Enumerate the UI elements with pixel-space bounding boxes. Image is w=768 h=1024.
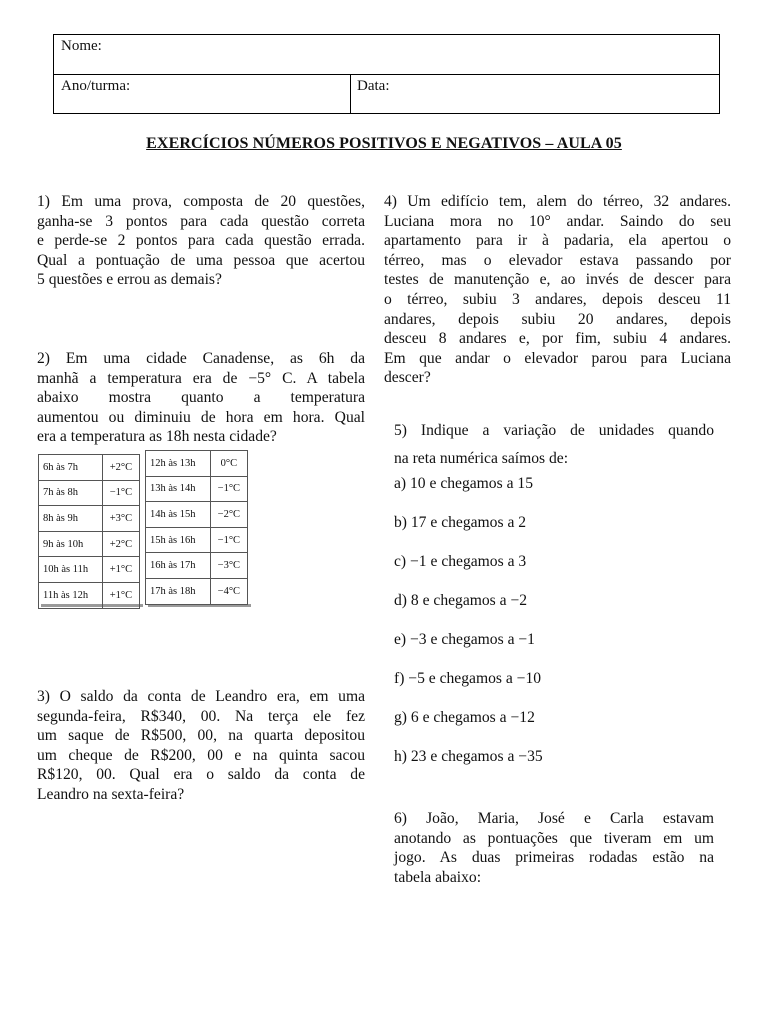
q2-line: aumentou ou diminuiu de hora em hora. Qual <box>37 408 365 426</box>
q6-line: anotando as pontuações que tiveram em um <box>394 829 714 847</box>
q1-line: 5 questões e errou as demais? <box>37 271 222 289</box>
name-row <box>54 35 719 75</box>
interval-cell: 16h às 17h <box>146 553 211 579</box>
q5-item-c: c) −1 e chegamos a 3 <box>394 553 527 570</box>
q4-line: o térreo, subiu 3 andares, depois desceu 11 <box>384 290 731 308</box>
table-row <box>146 476 248 502</box>
q5-item-a: a) 10 e chegamos a 15 <box>394 475 533 492</box>
interval-cell: 9h às 10h <box>39 531 103 557</box>
q3-line: um cheque de R$200, 00 e na quinta sacou <box>37 746 365 764</box>
table-row <box>39 506 140 532</box>
q3-line: R$120, 00. Qual era o saldo da conta de <box>37 766 365 784</box>
table-row <box>146 578 248 604</box>
q4-line: Em que andar o elevador parou para Luciana <box>384 349 731 367</box>
q3-line: segunda-feira, R$340, 00. Na terça ele fez <box>37 707 365 725</box>
date-label: Data: <box>357 78 390 94</box>
change-cell: −1°C <box>210 527 247 553</box>
change-cell: +3°C <box>102 506 139 532</box>
q1-line: e perde-se 2 pontos para cada questão errada. <box>37 232 365 250</box>
question-2 <box>37 349 365 447</box>
change-cell: +2°C <box>102 455 139 481</box>
table-row <box>39 531 140 557</box>
question-5 <box>394 417 714 473</box>
q5-item-d: d) 8 e chegamos a −2 <box>394 592 528 609</box>
table-row <box>39 480 140 506</box>
interval-cell: 13h às 14h <box>146 476 211 502</box>
q5-line: 5) Indique a variação de unidades quando <box>394 422 714 439</box>
q1-line: 1) Em uma prova, composta de 20 questões, <box>37 193 365 210</box>
q1-line: ganha-se 3 pontos para cada questão correta <box>37 212 365 230</box>
change-cell: −4°C <box>210 578 247 604</box>
name-label: Nome: <box>61 38 102 54</box>
q4-line: descer? <box>384 369 431 387</box>
q4-line: testes de manutenção e, ao invés de descer para <box>384 271 731 289</box>
q2-line: abaixo mostra quanto a temperatura <box>37 389 365 407</box>
q4-line: Luciana mora no 10° andar. Saindo do seu <box>384 212 731 230</box>
q4-line: desceu 8 andares e, por fim, subiu 4 andares. <box>384 330 731 348</box>
change-cell: −2°C <box>210 502 247 528</box>
temperature-table-1 <box>38 454 140 609</box>
interval-cell: 6h às 7h <box>39 455 103 481</box>
q4-line: andares, depois subiu 20 andares, depois <box>384 310 731 328</box>
q6-line: tabela abaixo: <box>394 868 482 886</box>
q6-line: jogo. As duas primeiras rodadas estão na <box>394 849 714 867</box>
table-row <box>146 502 248 528</box>
q5-item-g: g) 6 e chegamos a −12 <box>394 709 535 726</box>
table-row <box>39 582 140 608</box>
question-4 <box>384 192 731 388</box>
q5-item-h: h) 23 e chegamos a −35 <box>394 748 543 765</box>
q3-line: um saque de R$500, 00, na quarta depositou <box>37 727 365 745</box>
change-cell: +1°C <box>102 557 139 583</box>
q4-line: 4) Um edifício tem, alem do térreo, 32 andares. <box>384 193 731 210</box>
class-label: Ano/turma: <box>61 78 131 94</box>
question-1 <box>37 192 365 290</box>
q3-line: 3) O saldo da conta de Leandro era, em uma <box>37 688 365 705</box>
interval-cell: 11h às 12h <box>39 582 103 608</box>
question-6 <box>394 809 714 887</box>
interval-cell: 14h às 15h <box>146 502 211 528</box>
interval-cell: 7h às 8h <box>39 480 103 506</box>
q2-line: 2) Em uma cidade Canadense, as 6h da <box>37 350 365 367</box>
interval-cell: 10h às 11h <box>39 557 103 583</box>
interval-cell: 17h às 18h <box>146 578 211 604</box>
header-divider <box>350 75 351 114</box>
student-info-box <box>53 34 720 114</box>
q2-line: manhã a temperatura era de −5° C. A tabela <box>37 369 365 387</box>
change-cell: −3°C <box>210 553 247 579</box>
change-cell: −1°C <box>102 480 139 506</box>
q3-line: Leandro na sexta-feira? <box>37 785 185 803</box>
interval-cell: 15h às 16h <box>146 527 211 553</box>
table-row <box>146 527 248 553</box>
page-title: EXERCÍCIOS NÚMEROS POSITIVOS E NEGATIVOS – AULA 05 <box>146 135 622 152</box>
interval-cell: 8h às 9h <box>39 506 103 532</box>
table-row <box>146 451 248 477</box>
q4-line: térreo, mas o elevador estava passando por <box>384 251 731 269</box>
table-row <box>146 553 248 579</box>
q2-line: era a temperatura as 18h nesta cidade? <box>37 428 277 446</box>
q6-line: 6) João, Maria, José e Carla estavam <box>394 810 714 827</box>
q4-line: apartamento para ir à padaria, ela apertou o <box>384 232 731 250</box>
table-row <box>39 557 140 583</box>
question-3 <box>37 687 365 805</box>
change-cell: −1°C <box>210 476 247 502</box>
q5-item-f: f) −5 e chegamos a −10 <box>394 670 542 687</box>
change-cell: 0°C <box>210 451 247 477</box>
q5-line: na reta numérica saímos de: <box>394 450 569 467</box>
table-row <box>39 455 140 481</box>
q5-item-b: b) 17 e chegamos a 2 <box>394 514 527 531</box>
change-cell: +1°C <box>102 582 139 608</box>
q1-line: Qual a pontuação de uma pessoa que acertou <box>37 251 365 269</box>
temperature-table-2 <box>145 450 248 605</box>
interval-cell: 12h às 13h <box>146 451 211 477</box>
q5-item-e: e) −3 e chegamos a −1 <box>394 631 535 648</box>
change-cell: +2°C <box>102 531 139 557</box>
